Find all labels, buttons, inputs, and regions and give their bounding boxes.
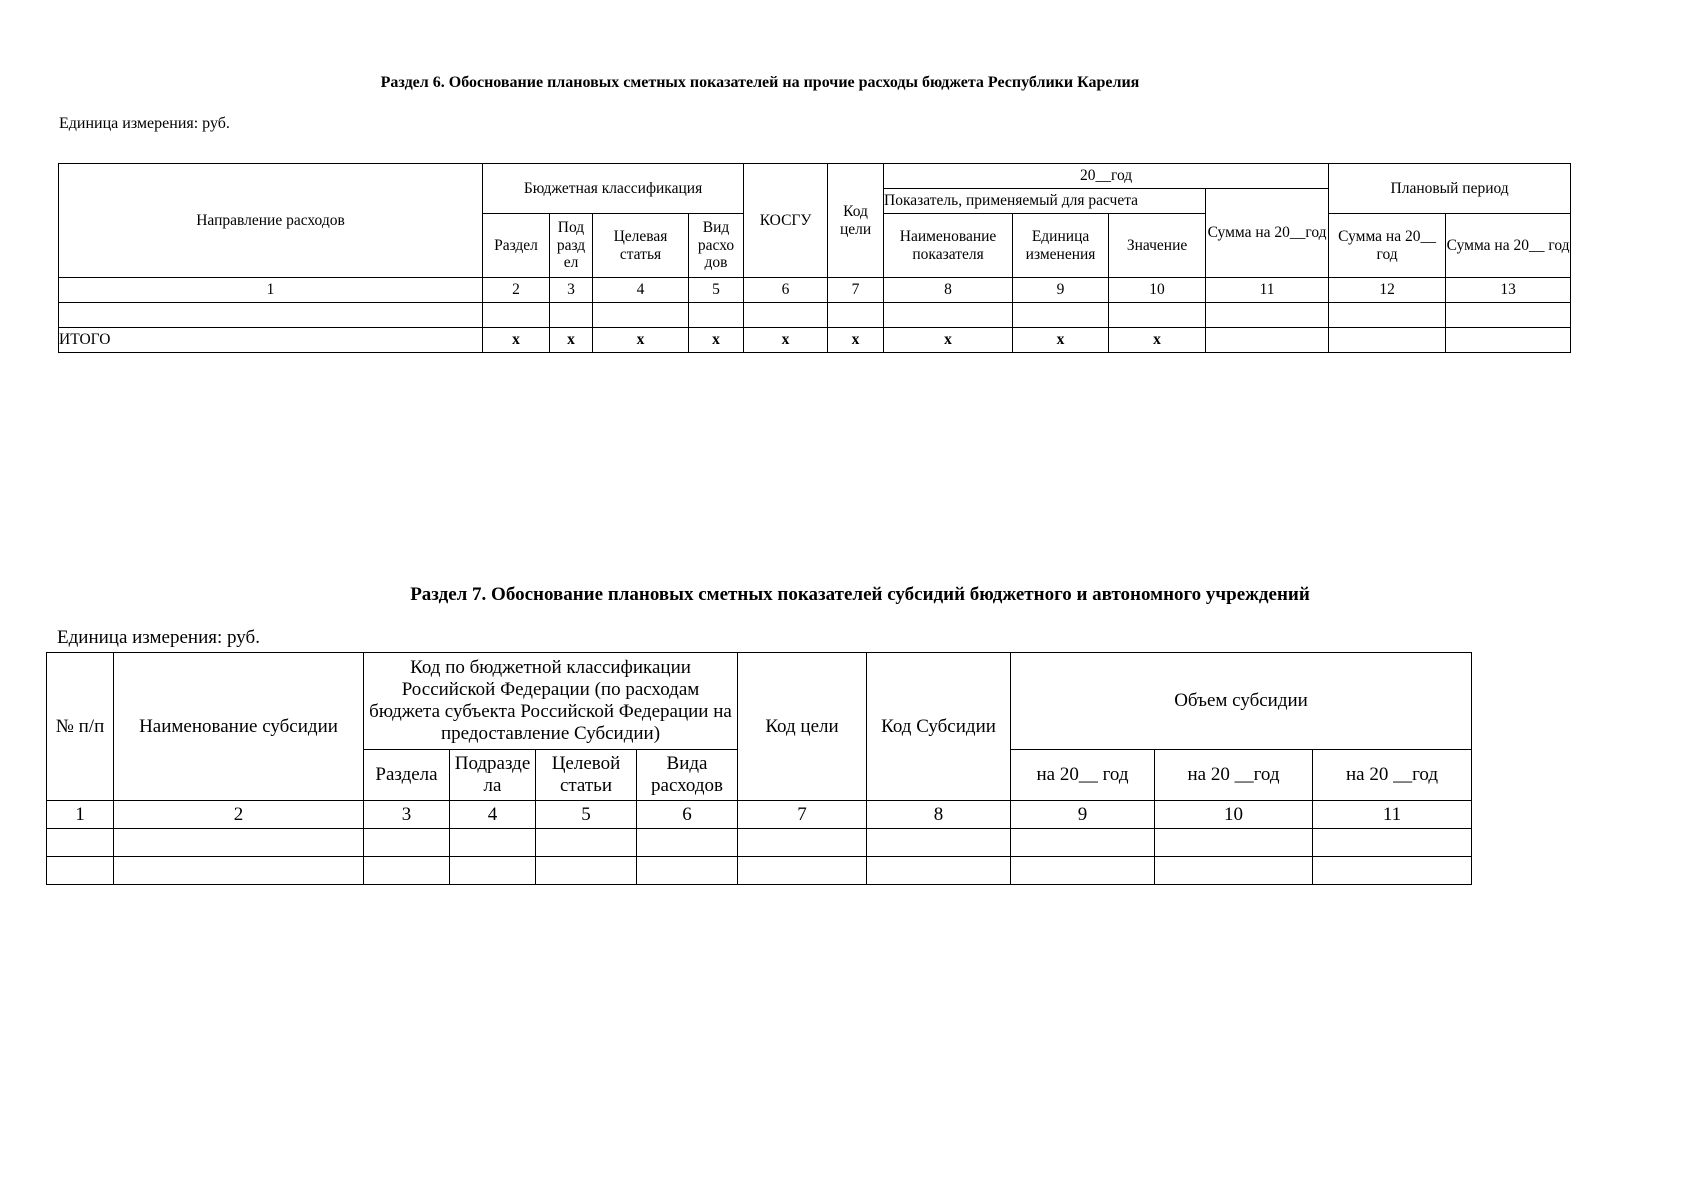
empty-cell[interactable] — [114, 829, 364, 857]
header-sum-year: Сумма на 20__год — [1206, 189, 1329, 278]
header-budget-classification: Бюджетная классификация — [483, 164, 744, 214]
empty-cell[interactable] — [1206, 303, 1329, 328]
col-number: 7 — [828, 278, 884, 303]
empty-cell[interactable] — [637, 829, 738, 857]
empty-cell[interactable] — [1313, 857, 1472, 885]
x-mark: х — [550, 328, 593, 353]
empty-cell[interactable] — [59, 303, 483, 328]
col-number: 6 — [744, 278, 828, 303]
header-goal-code: Код цели — [828, 164, 884, 278]
col-number: 5 — [689, 278, 744, 303]
section7-table — [46, 652, 1472, 885]
col-number: 6 — [637, 801, 738, 829]
total-row — [59, 328, 1571, 353]
header-expense-type: Вида расходов — [637, 750, 738, 801]
column-number-row — [59, 278, 1571, 303]
col-number: 9 — [1011, 801, 1155, 829]
col-number: 13 — [1446, 278, 1571, 303]
empty-cell[interactable] — [47, 829, 114, 857]
empty-cell[interactable] — [450, 857, 536, 885]
header-year: 20__год — [884, 164, 1329, 189]
empty-cell[interactable] — [1155, 857, 1313, 885]
header-sum-12: Сумма на 20__ год — [1329, 214, 1446, 278]
table-row — [47, 857, 1472, 885]
col-number: 7 — [738, 801, 867, 829]
empty-cell[interactable] — [47, 857, 114, 885]
header-indicator-name: Наименование показателя — [884, 214, 1013, 278]
empty-cell[interactable] — [1155, 829, 1313, 857]
empty-cell[interactable] — [867, 829, 1011, 857]
col-number: 4 — [593, 278, 689, 303]
empty-cell[interactable] — [1013, 303, 1109, 328]
column-number-row — [47, 801, 1472, 829]
x-mark: х — [689, 328, 744, 353]
header-measure-unit: Единица изменения — [1013, 214, 1109, 278]
col-number: 4 — [450, 801, 536, 829]
col-number: 11 — [1313, 801, 1472, 829]
section7-title: Раздел 7. Обоснование плановых сметных показателей субсидий бюджетного и автономного учреждений — [410, 584, 1310, 605]
section6-table — [58, 163, 1571, 353]
empty-cell[interactable] — [550, 303, 593, 328]
total-sum-cell[interactable] — [1206, 328, 1329, 353]
header-goal-code: Код цели — [738, 653, 867, 801]
empty-cell[interactable] — [1446, 303, 1571, 328]
header-razdel: Раздел — [483, 214, 550, 278]
empty-cell[interactable] — [536, 829, 637, 857]
x-mark: х — [483, 328, 550, 353]
empty-cell[interactable] — [536, 857, 637, 885]
header-target-article: Целевая статья — [593, 214, 689, 278]
header-year-b: на 20 __год — [1155, 750, 1313, 801]
header-indicator: Показатель, применяемый для расчета — [884, 189, 1206, 214]
total-sum-cell[interactable] — [1329, 328, 1446, 353]
table-row — [47, 829, 1472, 857]
empty-cell[interactable] — [738, 829, 867, 857]
header-direction: Направление расходов — [59, 164, 483, 278]
col-number: 3 — [364, 801, 450, 829]
header-target-article: Целевой статьи — [536, 750, 637, 801]
col-number: 8 — [884, 278, 1013, 303]
empty-cell[interactable] — [884, 303, 1013, 328]
header-razdel: Раздела — [364, 750, 450, 801]
empty-cell[interactable] — [689, 303, 744, 328]
x-mark: х — [1109, 328, 1206, 353]
header-num: № п/п — [47, 653, 114, 801]
col-number: 3 — [550, 278, 593, 303]
empty-cell[interactable] — [1109, 303, 1206, 328]
x-mark: х — [1013, 328, 1109, 353]
col-number: 10 — [1155, 801, 1313, 829]
empty-cell[interactable] — [483, 303, 550, 328]
section6-title: Раздел 6. Обоснование плановых сметных показателей на прочие расходы бюджета Республики Карелия — [380, 74, 1140, 91]
empty-cell[interactable] — [744, 303, 828, 328]
header-planning-period: Плановый период — [1329, 164, 1571, 214]
section6-unit: Единица измерения: руб. — [59, 115, 230, 132]
empty-cell[interactable] — [114, 857, 364, 885]
col-number: 2 — [483, 278, 550, 303]
col-number: 1 — [59, 278, 483, 303]
header-podrazdel: Под разд ел — [550, 214, 593, 278]
col-number: 10 — [1109, 278, 1206, 303]
header-expense-type: Вид расхо дов — [689, 214, 744, 278]
header-subsidy-volume: Объем субсидии — [1011, 653, 1472, 750]
header-year-c: на 20 __год — [1313, 750, 1472, 801]
col-number: 5 — [536, 801, 637, 829]
header-subsidy-code: Код Субсидии — [867, 653, 1011, 801]
empty-cell[interactable] — [867, 857, 1011, 885]
total-sum-cell[interactable] — [1446, 328, 1571, 353]
header-kosgu: КОСГУ — [744, 164, 828, 278]
section7-unit: Единица измерения: руб. — [57, 627, 260, 648]
header-year-a: на 20__ год — [1011, 750, 1155, 801]
x-mark: х — [593, 328, 689, 353]
table-row — [59, 303, 1571, 328]
total-label: ИТОГО — [59, 328, 483, 353]
empty-cell[interactable] — [828, 303, 884, 328]
header-sum-13: Сумма на 20__ год — [1446, 214, 1571, 278]
empty-cell[interactable] — [450, 829, 536, 857]
header-value: Значение — [1109, 214, 1206, 278]
empty-cell[interactable] — [1329, 303, 1446, 328]
x-mark: х — [828, 328, 884, 353]
empty-cell[interactable] — [593, 303, 689, 328]
col-number: 2 — [114, 801, 364, 829]
header-subsidy-name: Наименование субсидии — [114, 653, 364, 801]
empty-cell[interactable] — [637, 857, 738, 885]
empty-cell[interactable] — [1011, 857, 1155, 885]
empty-cell[interactable] — [364, 829, 450, 857]
header-budget-code: Код по бюджетной классификации Российской Федерации (по расходам бюджета субъекта Российской Федерации на предоставление Субсидии) — [364, 653, 738, 750]
x-mark: х — [884, 328, 1013, 353]
empty-cell[interactable] — [1313, 829, 1472, 857]
empty-cell[interactable] — [1011, 829, 1155, 857]
header-podrazdel: Подразде ла — [450, 750, 536, 801]
col-number: 11 — [1206, 278, 1329, 303]
empty-cell[interactable] — [364, 857, 450, 885]
empty-cell[interactable] — [738, 857, 867, 885]
col-number: 9 — [1013, 278, 1109, 303]
x-mark: х — [744, 328, 828, 353]
col-number: 1 — [47, 801, 114, 829]
col-number: 12 — [1329, 278, 1446, 303]
col-number: 8 — [867, 801, 1011, 829]
